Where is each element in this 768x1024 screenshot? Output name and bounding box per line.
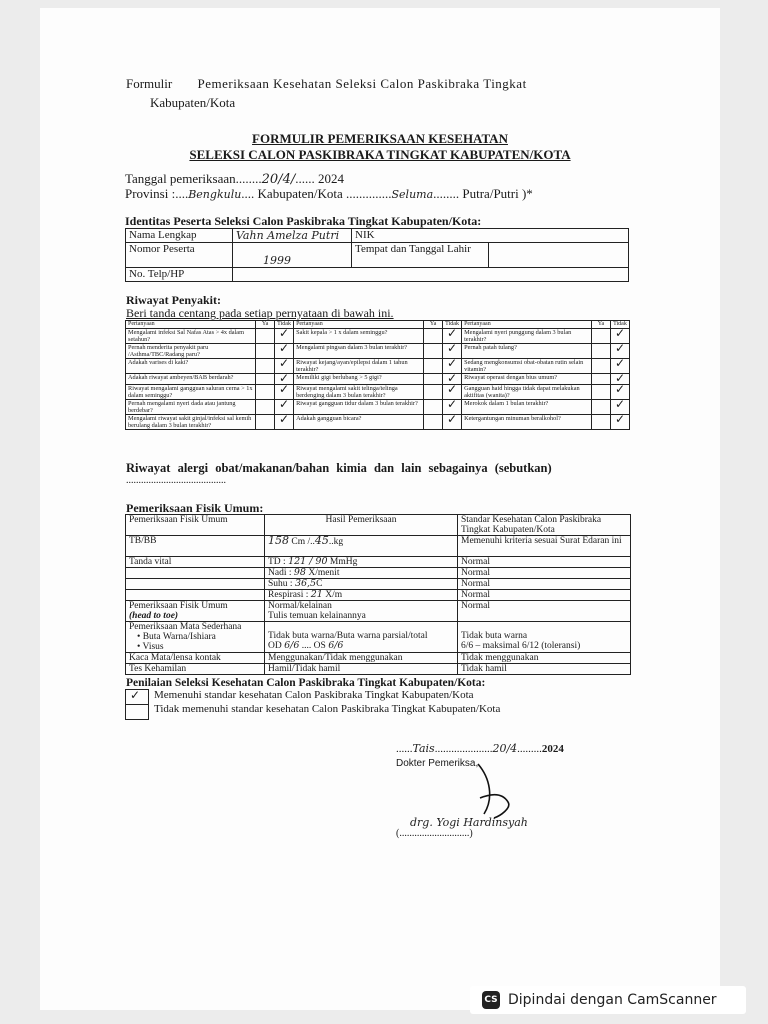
answer-no-cell[interactable]: [610, 412, 629, 430]
signature-role: Dokter Pemeriksa,: [396, 758, 479, 769]
checkmark-icon: ✓: [447, 341, 458, 355]
answer-yes-cell[interactable]: [256, 344, 275, 359]
checkmark-icon: ✓: [279, 341, 290, 355]
name-value: Vahn Amelza Putri: [233, 229, 352, 243]
camscanner-watermark: [470, 986, 746, 1014]
history-question: Merokok dalam 1 bulan terakhir?: [462, 400, 592, 415]
eye-label-cell: Pemeriksaan Mata Sederhana • Buta Warna/Ishiara • Visus: [126, 622, 265, 653]
physical-col-exam: Pemeriksaan Fisik Umum: [126, 515, 265, 536]
signature-date: 20/4: [492, 742, 518, 755]
tbbb-result: 158 Cm /..45..kg: [265, 536, 458, 557]
history-question: Riwayat mengalami gangguan saluran cerna > 1x dalam seminggu?: [126, 385, 256, 400]
birth-label: Tempat dan Tanggal Lahir: [352, 243, 489, 268]
answer-yes-cell[interactable]: [592, 374, 611, 385]
answer-yes-cell[interactable]: [592, 400, 611, 415]
checkmark-icon: ✓: [614, 397, 625, 411]
province-label: Provinsi :: [125, 186, 176, 201]
col-no: Tidak: [443, 321, 462, 329]
history-question: Sedang mengkonsumsi obat-obatan rutin selain vitamin?: [462, 359, 592, 374]
history-question: Mengalami riwayat sakit ginjal/infeksi sal kemih berulang dalam 3 bulan terakhir?: [126, 415, 256, 430]
col-question: Pertanyaan: [126, 321, 256, 329]
not-meets-standard-label: Tidak memenuhi standar kesehatan Calon Paskibraka Tingkat Kabupaten/Kota: [154, 703, 501, 715]
checkmark-icon: ✓: [447, 326, 458, 340]
headtoe-label: Pemeriksaan Fisik Umum: [129, 601, 228, 611]
answer-no-cell[interactable]: [275, 412, 294, 430]
history-question: Ketergantungan minuman beralkohol?: [462, 415, 592, 430]
checkmark-icon: ✓: [614, 382, 625, 396]
answer-yes-cell[interactable]: [256, 400, 275, 415]
history-question: Mengalami pingsan dalam 3 bulan terakhir?: [294, 344, 424, 359]
history-row: [126, 329, 630, 344]
physical-col-result: Hasil Pemeriksaan: [265, 515, 458, 536]
td-standard: Normal: [458, 557, 631, 568]
headtoe-label-cell: [126, 601, 265, 622]
checkmark-icon: ✓: [614, 412, 625, 426]
eye-label: Pemeriksaan Mata Sederhana: [129, 622, 242, 632]
headtoe-standard: Normal: [458, 601, 631, 622]
checkmark-icon: ✓: [279, 356, 290, 370]
history-question: Pernah mengalami nyeri dada atau jantung berdebar?: [126, 400, 256, 415]
pregnancy-result: Hamil/Tidak hamil: [265, 664, 458, 675]
resp-value: 21: [310, 589, 323, 600]
answer-yes-cell[interactable]: [424, 329, 443, 344]
suhu-value: 36,5: [294, 578, 317, 589]
history-row: [126, 359, 630, 374]
weight-value: 45: [314, 534, 329, 547]
empty-cell: [126, 590, 265, 601]
physical-heading: Pemeriksaan Fisik Umum:: [126, 501, 264, 515]
height-value: 158: [268, 534, 289, 547]
answer-yes-cell[interactable]: [256, 329, 275, 344]
headtoe-result: [265, 601, 458, 622]
answer-yes-cell[interactable]: [256, 374, 275, 385]
kabupaten-value: Seluma: [391, 188, 434, 201]
checkmark-icon: ✓: [447, 371, 458, 385]
history-row: [126, 344, 630, 359]
history-question: Mengalami nyeri punggung dalam 3 bulan terakhir?: [462, 329, 592, 344]
od-value: 6/6: [284, 640, 300, 651]
answer-yes-cell[interactable]: [592, 359, 611, 374]
tbbb-standard: Memenuhi kriteria sesuai Surat Edaran ini: [458, 536, 631, 557]
exam-date-label: Tanggal pemeriksaan: [125, 171, 236, 186]
history-question: Adakah gangguan bicara?: [294, 415, 424, 430]
allergy-answer-line: ........................................: [126, 475, 226, 486]
history-question: Riwayat gangguan tidur dalam 3 bulan terakhir?: [294, 400, 424, 415]
headtoe-result2: Tulis temuan kelainannya: [268, 611, 366, 621]
vital-label: Tanda vital: [126, 557, 265, 568]
history-heading: Riwayat Penyakit:: [126, 293, 221, 307]
answer-yes-cell[interactable]: [592, 344, 611, 359]
answer-yes-cell[interactable]: [256, 415, 275, 430]
td-value: 121 / 90: [288, 556, 328, 567]
header-line2: Kabupaten/Kota: [150, 95, 236, 110]
answer-yes-cell[interactable]: [592, 329, 611, 344]
phone-label: No. Telp/HP: [126, 268, 233, 282]
history-question: Riwayat operasi dengan bius umum?: [462, 374, 592, 385]
os-value: 6/6: [328, 640, 344, 651]
pregnancy-label: Tes Kehamilan: [126, 664, 265, 675]
nadi-standard: Normal: [458, 568, 631, 579]
col-yes: Ya: [256, 321, 275, 329]
headtoe-sub: (head to toe): [129, 611, 179, 621]
history-question: Pernah menderita penyakit paru /Asthma/TBC/Radang paru?: [126, 344, 256, 359]
header-title-text: Pemeriksaan Kesehatan Seleksi Calon Paskibraka Tingkat: [197, 76, 527, 91]
empty-cell: [126, 568, 265, 579]
signature-name-line: (............................): [396, 828, 473, 839]
participant-number-value: 1999: [233, 243, 352, 268]
form-title-line1: FORMULIR PEMERIKSAAN KESEHATAN: [252, 131, 508, 146]
eye-item-colorblind: Buta Warna/Ishiara: [142, 632, 216, 642]
nik-label: NIK: [352, 229, 629, 243]
suhu-label: Suhu :: [268, 579, 293, 589]
td-unit: MmHg: [329, 557, 358, 567]
history-question: Riwayat mengalami sakit telinga/telinga berdenging dalam 3 bulan terakhir?: [294, 385, 424, 400]
checkmark-icon: ✓: [447, 397, 458, 411]
exam-date-value: 20/4/: [261, 172, 296, 187]
lens-result: Menggunakan/Tidak menggunakan: [265, 653, 458, 664]
answer-yes-cell[interactable]: [424, 359, 443, 374]
eye-result-colorblind: Tidak buta warna/Buta warna parsial/total: [268, 631, 428, 641]
col-no: Tidak: [610, 321, 629, 329]
kabupaten-label: Kabupaten/Kota: [257, 186, 343, 201]
history-row: [126, 415, 630, 430]
header-formulir: Formulir: [126, 76, 173, 91]
identity-table: [125, 228, 629, 282]
phone-value: [233, 268, 629, 282]
signature-year: 2024: [541, 743, 564, 755]
physical-col-standard: Standar Kesehatan Calon Paskibraka Tingkat Kabupaten/Kota: [458, 515, 631, 536]
signature-place: Tais: [412, 742, 435, 755]
col-yes: Ya: [424, 321, 443, 329]
col-question: Pertanyaan: [462, 321, 592, 329]
resp-result: [265, 590, 458, 601]
meets-standard-checkbox[interactable]: [125, 689, 149, 705]
checkmark-icon: ✓: [279, 371, 290, 385]
participant-number-label: Nomor Peserta: [126, 243, 233, 268]
resp-unit: X/m: [325, 590, 343, 600]
nadi-unit: X/menit: [308, 568, 340, 578]
signature-name: drg. Yogi Hardinsyah: [410, 816, 528, 829]
suhu-unit: C: [316, 579, 323, 589]
signature-date-row: ......Tais.....................20/4.........2024: [396, 742, 564, 755]
checkmark-icon: ✓: [447, 382, 458, 396]
checkmark-icon: ✓: [279, 382, 290, 396]
history-question: Gangguan haid hingga tidak dapat melakukan aktifitas (wanita)?: [462, 385, 592, 400]
history-question: Adakah varises di kaki?: [126, 359, 256, 374]
identity-heading: Identitas Peserta Seleksi Calon Paskibraka Tingkat Kabupaten/Kota:: [125, 214, 482, 228]
checkmark-icon: ✓: [130, 688, 141, 702]
checkmark-icon: ✓: [447, 356, 458, 370]
suhu-result: [265, 579, 458, 590]
nadi-value: 98: [293, 567, 306, 578]
suhu-standard: Normal: [458, 579, 631, 590]
history-question: Riwayat kejang/ayan/epilepsi dalam 1 tahun terakhir?: [294, 359, 424, 374]
resp-standard: Normal: [458, 590, 631, 601]
answer-yes-cell[interactable]: [424, 415, 443, 430]
od-label: OD: [268, 641, 282, 651]
history-row: [126, 374, 630, 385]
header-line1: [126, 76, 527, 92]
checkmark-icon: ✓: [279, 412, 290, 426]
history-row: [126, 400, 630, 415]
pregnancy-standard: Tidak hamil: [458, 664, 631, 675]
exam-year: 2024: [317, 171, 344, 186]
checkmark-icon: ✓: [614, 341, 625, 355]
nadi-label: Nadi :: [268, 568, 292, 578]
history-question: Mengalami infeksi Sal Nafas Atas > 4x dalam setahun?: [126, 329, 256, 344]
province-value: Bengkulu: [188, 188, 242, 201]
headtoe-result1: Normal/kelainan: [268, 601, 332, 611]
allergy-question: Riwayat alergi obat/makanan/bahan kimia dan lain sebagainya (sebutkan): [126, 461, 552, 475]
nadi-result: [265, 568, 458, 579]
answer-yes-cell[interactable]: [592, 415, 611, 430]
answer-yes-cell[interactable]: [424, 385, 443, 400]
td-label: TD :: [268, 557, 286, 567]
tbbb-label: TB/BB: [126, 536, 265, 557]
col-yes: Ya: [592, 321, 611, 329]
checkmark-icon: ✓: [279, 397, 290, 411]
td-result: [265, 557, 458, 568]
col-question: Pertanyaan: [294, 321, 424, 329]
answer-yes-cell[interactable]: [592, 385, 611, 400]
answer-yes-cell[interactable]: [424, 344, 443, 359]
assessment-heading: Penilaian Seleksi Kesehatan Calon Paskibraka Tingkat Kabupaten/Kota:: [126, 677, 486, 689]
history-question: Pernah patah tulang?: [462, 344, 592, 359]
exam-date-row: Tanggal pemeriksaan........20/4/...... 2024: [125, 171, 344, 187]
checkmark-icon: ✓: [614, 371, 625, 385]
history-question: Memiliki gigi berlubang > 5 gigi?: [294, 374, 424, 385]
checkmark-icon: ✓: [614, 326, 625, 340]
disease-history-table: [125, 320, 630, 430]
history-question: Sakit kepala > 1 x dalam seminggu?: [294, 329, 424, 344]
height-unit: Cm /: [291, 537, 311, 547]
checkmark-icon: ✓: [279, 326, 290, 340]
answer-yes-cell[interactable]: [424, 400, 443, 415]
camscanner-text: Dipindai dengan CamScanner: [508, 992, 717, 1008]
checkmark-icon: ✓: [447, 412, 458, 426]
checkmark-icon: ✓: [614, 356, 625, 370]
history-question: Adakah riwayat ambeyen/BAB berdarah?: [126, 374, 256, 385]
history-instruction: Beri tanda centang pada setiap pernyataan di bawah ini.: [126, 306, 394, 320]
eye-standard: [458, 622, 631, 653]
meets-standard-label: Memenuhi standar kesehatan Calon Paskibraka Tingkat Kabupaten/Kota: [154, 689, 474, 701]
gender-label: Putra/Putri )*: [462, 186, 533, 201]
eye-standard-visus: 6/6 – maksimal 6/12 (toleransi): [461, 641, 581, 651]
form-title-line2: SELEKSI CALON PASKIBRAKA TINGKAT KABUPATEN/KOTA: [189, 147, 571, 162]
exam-location-row: Provinsi :....Bengkulu.... Kabupaten/Kota ..............Seluma........ Putra/Putri )*: [125, 186, 533, 201]
resp-label: Respirasi :: [268, 590, 309, 600]
birth-value: [489, 243, 629, 268]
eye-result: Tidak buta warna/Buta warna parsial/total OD 6/6 .... OS 6/6: [265, 622, 458, 653]
answer-no-cell[interactable]: [443, 412, 462, 430]
history-row: [126, 385, 630, 400]
not-meets-standard-checkbox[interactable]: [125, 704, 149, 720]
answer-yes-cell[interactable]: [424, 374, 443, 385]
empty-cell: [126, 579, 265, 590]
physical-exam-table: [125, 514, 631, 675]
eye-standard-colorblind: Tidak buta warna: [461, 631, 528, 641]
os-label: OS: [313, 641, 326, 651]
lens-standard: Tidak menggunakan: [458, 653, 631, 664]
lens-label: Kaca Mata/lensa kontak: [126, 653, 265, 664]
camscanner-logo-icon: CS: [482, 991, 500, 1009]
weight-unit: kg: [333, 537, 344, 547]
document-page: [40, 8, 720, 1010]
name-label: Nama Lengkap: [126, 229, 233, 243]
eye-item-visus: Visus: [142, 642, 164, 652]
answer-yes-cell[interactable]: [256, 359, 275, 374]
answer-yes-cell[interactable]: [256, 385, 275, 400]
col-no: Tidak: [275, 321, 294, 329]
